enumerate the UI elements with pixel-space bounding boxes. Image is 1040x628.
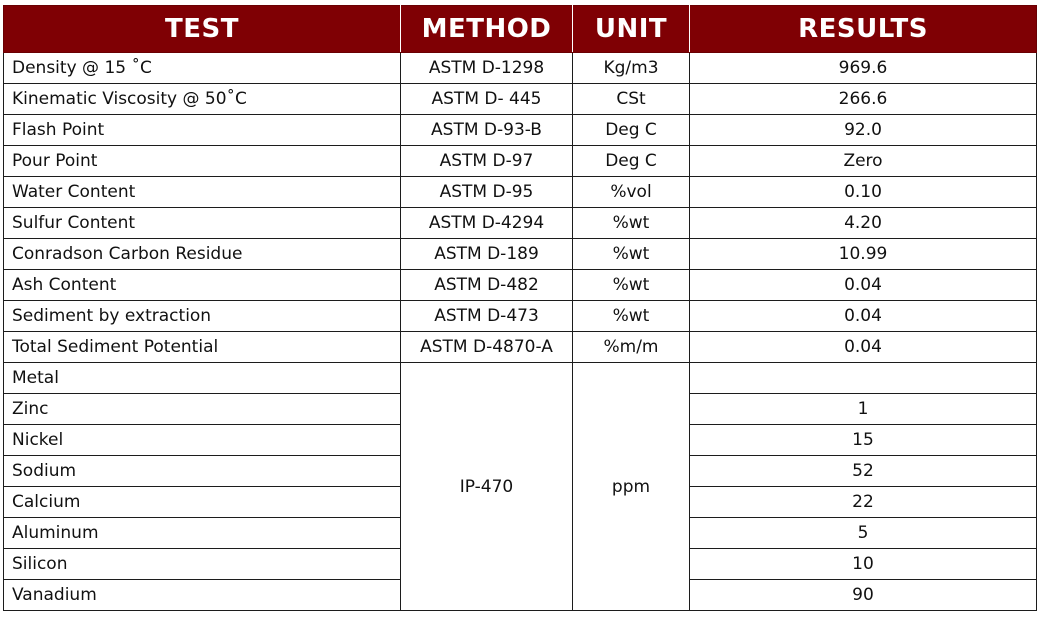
unit-cell: %wt (573, 301, 690, 332)
metal-group-row (4, 363, 1037, 394)
unit-cell: Deg C (573, 115, 690, 146)
unit-cell: %m/m (573, 332, 690, 363)
metal-name-cell: Calcium (4, 487, 401, 518)
test-name-cell: Density @ 15 ˚C (4, 53, 401, 84)
header-test: TEST (4, 6, 401, 53)
metal-name-cell: Vanadium (4, 580, 401, 611)
result-cell: 969.6 (690, 53, 1037, 84)
specification-table (3, 5, 1037, 611)
method-cell: ASTM D-4294 (401, 208, 573, 239)
method-cell: ASTM D-482 (401, 270, 573, 301)
metal-name-cell: Zinc (4, 394, 401, 425)
result-cell: 266.6 (690, 84, 1037, 115)
method-cell: ASTM D-473 (401, 301, 573, 332)
test-name-cell: Pour Point (4, 146, 401, 177)
result-cell: 0.04 (690, 301, 1037, 332)
method-cell: ASTM D-95 (401, 177, 573, 208)
table-row (4, 84, 1037, 115)
test-name-cell: Kinematic Viscosity @ 50˚C (4, 84, 401, 115)
test-name-cell: Ash Content (4, 270, 401, 301)
metal-result-cell: 22 (690, 487, 1037, 518)
metal-name-cell: Nickel (4, 425, 401, 456)
unit-cell: %vol (573, 177, 690, 208)
header-method: METHOD (401, 6, 573, 53)
result-cell: Zero (690, 146, 1037, 177)
test-name-cell: Conradson Carbon Residue (4, 239, 401, 270)
method-cell: ASTM D-97 (401, 146, 573, 177)
table-body (4, 53, 1037, 611)
header-results: RESULTS (690, 6, 1037, 53)
metal-result-cell: 90 (690, 580, 1037, 611)
metal-group-label: Metal (4, 363, 401, 394)
metal-result-cell: 1 (690, 394, 1037, 425)
table-row (4, 301, 1037, 332)
method-cell: ASTM D-93-B (401, 115, 573, 146)
metal-unit-cell: ppm (573, 363, 690, 611)
result-cell: 0.04 (690, 270, 1037, 301)
result-cell: 0.04 (690, 332, 1037, 363)
test-name-cell: Flash Point (4, 115, 401, 146)
table-row (4, 332, 1037, 363)
method-cell: ASTM D-189 (401, 239, 573, 270)
method-cell: ASTM D-4870-A (401, 332, 573, 363)
metal-name-cell: Silicon (4, 549, 401, 580)
table-row (4, 239, 1037, 270)
table-row (4, 208, 1037, 239)
unit-cell: %wt (573, 208, 690, 239)
test-name-cell: Water Content (4, 177, 401, 208)
table-row (4, 115, 1037, 146)
header-unit: UNIT (573, 6, 690, 53)
header-row (4, 6, 1037, 53)
metal-name-cell: Aluminum (4, 518, 401, 549)
metal-method-cell: IP-470 (401, 363, 573, 611)
metal-result-cell: 10 (690, 549, 1037, 580)
method-cell: ASTM D-1298 (401, 53, 573, 84)
metal-result-cell: 5 (690, 518, 1037, 549)
result-cell: 0.10 (690, 177, 1037, 208)
result-cell: 92.0 (690, 115, 1037, 146)
test-name-cell: Total Sediment Potential (4, 332, 401, 363)
unit-cell: CSt (573, 84, 690, 115)
result-cell: 4.20 (690, 208, 1037, 239)
metal-result-cell: 52 (690, 456, 1037, 487)
table-row (4, 177, 1037, 208)
table-row (4, 270, 1037, 301)
metal-group-result-cell (690, 363, 1037, 394)
unit-cell: %wt (573, 239, 690, 270)
table-row (4, 146, 1037, 177)
unit-cell: %wt (573, 270, 690, 301)
metal-result-cell: 15 (690, 425, 1037, 456)
test-name-cell: Sulfur Content (4, 208, 401, 239)
unit-cell: Deg C (573, 146, 690, 177)
result-cell: 10.99 (690, 239, 1037, 270)
unit-cell: Kg/m3 (573, 53, 690, 84)
metal-name-cell: Sodium (4, 456, 401, 487)
table-row (4, 53, 1037, 84)
method-cell: ASTM D- 445 (401, 84, 573, 115)
test-name-cell: Sediment by extraction (4, 301, 401, 332)
